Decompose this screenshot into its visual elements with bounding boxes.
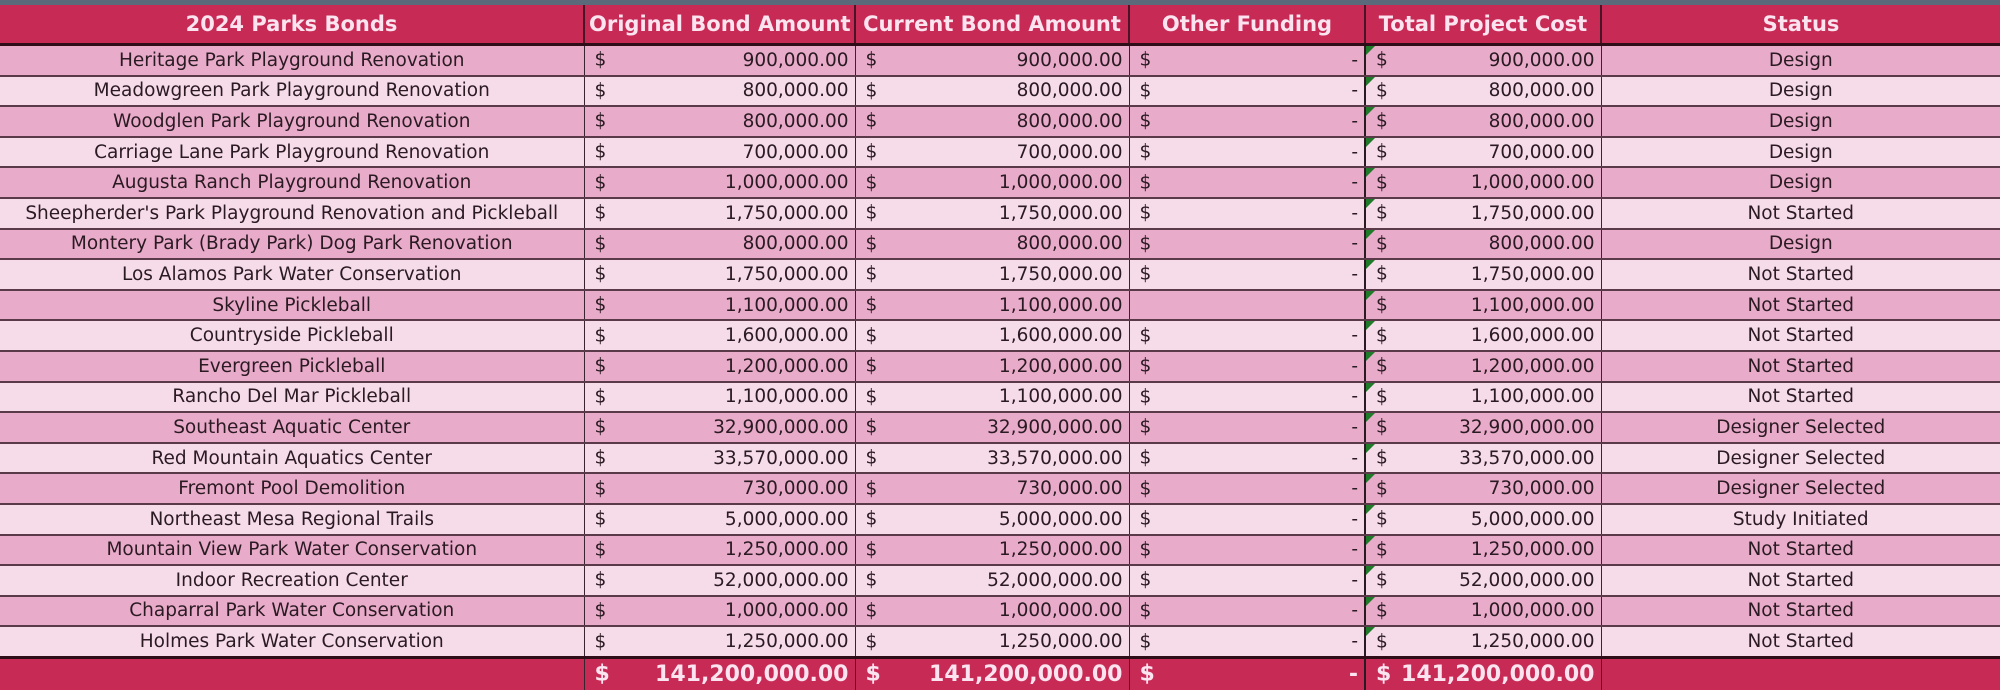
original-bond-cell[interactable]: $ 700,000.00 [584, 137, 855, 168]
header-project-name[interactable]: 2024 Parks Bonds [0, 5, 584, 45]
currency-symbol: $ [1376, 141, 1388, 163]
currency-symbol: $ [1139, 447, 1152, 469]
current-bond-cell[interactable]: $ 800,000.00 [855, 229, 1129, 260]
currency-symbol: $ [1139, 416, 1152, 438]
current-bond-cell[interactable]: $ 700,000.00 [855, 137, 1129, 168]
total-cost-cell[interactable]: $ 800,000.00 [1365, 106, 1601, 137]
currency-symbol: $ [594, 539, 607, 561]
other-funding-cell[interactable]: $ - [1129, 596, 1365, 627]
currency-symbol: $ [1376, 294, 1388, 316]
total-cost-cell[interactable]: $ 52,000,000.00 [1365, 565, 1601, 596]
currency-symbol: $ [865, 569, 878, 591]
currency-symbol: $ [594, 80, 607, 102]
currency-symbol: $ [594, 172, 607, 194]
total-cost-cell[interactable]: $ 730,000.00 [1365, 473, 1601, 504]
currency-symbol: $ [865, 263, 878, 285]
currency-symbol: $ [594, 325, 607, 347]
current-bond-cell[interactable]: $ 900,000.00 [855, 45, 1129, 76]
totals-current-cell[interactable]: $ 141,200,000.00 [855, 657, 1129, 690]
currency-symbol: $ [594, 355, 607, 377]
currency-symbol: $ [865, 508, 878, 530]
table-row [0, 565, 2000, 596]
current-bond-cell[interactable]: $ 1,750,000.00 [855, 259, 1129, 290]
currency-symbol: $ [1376, 386, 1388, 408]
currency-symbol: $ [1376, 355, 1388, 377]
other-funding-cell[interactable]: $ - [1129, 229, 1365, 260]
currency-symbol: $ [594, 661, 610, 687]
currency-symbol: $ [1376, 110, 1388, 132]
project-name-cell[interactable]: Rancho Del Mar Pickleball [0, 382, 584, 413]
currency-symbol: $ [1376, 539, 1388, 561]
project-name-cell[interactable]: Sheepherder's Park Playground Renovation and Pickleball [0, 198, 584, 229]
totals-total-cell[interactable]: $ 141,200,000.00 [1365, 657, 1601, 690]
current-bond-cell[interactable]: $ 1,250,000.00 [855, 535, 1129, 566]
other-funding-cell[interactable]: $ - [1129, 382, 1365, 413]
total-cost-cell[interactable]: $ 1,750,000.00 [1365, 198, 1601, 229]
currency-symbol: $ [1139, 263, 1152, 285]
total-cost-cell[interactable]: $ 1,250,000.00 [1365, 626, 1601, 657]
project-name-cell[interactable]: Countryside Pickleball [0, 320, 584, 351]
currency-symbol: $ [1139, 80, 1152, 102]
currency-symbol: $ [865, 600, 878, 622]
table-row [0, 382, 2000, 413]
currency-symbol: $ [1139, 508, 1152, 530]
project-name-cell[interactable]: Skyline Pickleball [0, 290, 584, 321]
original-bond-cell[interactable]: $ 1,100,000.00 [584, 382, 855, 413]
currency-symbol: $ [865, 631, 878, 653]
current-bond-cell[interactable]: $ 5,000,000.00 [855, 504, 1129, 535]
current-bond-cell[interactable]: $ 730,000.00 [855, 473, 1129, 504]
currency-symbol: $ [1376, 631, 1388, 653]
project-name-cell[interactable]: Indoor Recreation Center [0, 565, 584, 596]
project-name-cell[interactable]: Evergreen Pickleball [0, 351, 584, 382]
currency-symbol: $ [1376, 416, 1388, 438]
status-cell[interactable]: Not Started [1601, 565, 2000, 596]
table-row [0, 320, 2000, 351]
current-bond-cell[interactable]: $ 1,100,000.00 [855, 382, 1129, 413]
total-cost-cell[interactable]: $ 1,100,000.00 [1365, 382, 1601, 413]
project-name-cell[interactable]: Montery Park (Brady Park) Dog Park Renovation [0, 229, 584, 260]
status-cell[interactable]: Design [1601, 137, 2000, 168]
other-funding-cell[interactable]: $ - [1129, 320, 1365, 351]
status-cell[interactable]: Design [1601, 167, 2000, 198]
currency-symbol: $ [865, 539, 878, 561]
original-bond-cell[interactable]: $ 800,000.00 [584, 229, 855, 260]
original-bond-cell[interactable]: $ 800,000.00 [584, 106, 855, 137]
current-bond-cell[interactable]: $ 1,600,000.00 [855, 320, 1129, 351]
currency-symbol: $ [865, 233, 878, 255]
totals-status-cell[interactable] [1601, 657, 2000, 690]
status-cell[interactable]: Study Initiated [1601, 504, 2000, 535]
original-bond-cell[interactable]: $ 730,000.00 [584, 473, 855, 504]
header-row [0, 5, 2000, 45]
project-name-cell[interactable]: Carriage Lane Park Playground Renovation [0, 137, 584, 168]
currency-symbol: $ [1139, 478, 1152, 500]
original-bond-cell[interactable]: $ 1,250,000.00 [584, 626, 855, 657]
currency-symbol: $ [865, 110, 878, 132]
other-funding-cell[interactable]: $ - [1129, 259, 1365, 290]
currency-symbol: $ [594, 110, 607, 132]
currency-symbol: $ [1139, 539, 1152, 561]
currency-symbol: $ [865, 141, 878, 163]
status-cell[interactable]: Not Started [1601, 382, 2000, 413]
table-row [0, 229, 2000, 260]
currency-symbol: $ [1139, 49, 1152, 71]
other-funding-cell[interactable]: $ - [1129, 443, 1365, 474]
current-bond-cell[interactable]: $ 1,000,000.00 [855, 596, 1129, 627]
total-cost-cell[interactable]: $ 1,000,000.00 [1365, 167, 1601, 198]
table-row [0, 167, 2000, 198]
currency-symbol: $ [1139, 233, 1152, 255]
project-name-cell[interactable]: Mountain View Park Water Conservation [0, 535, 584, 566]
total-cost-cell[interactable]: $ 1,200,000.00 [1365, 351, 1601, 382]
other-funding-cell[interactable]: $ - [1129, 535, 1365, 566]
project-name-cell[interactable]: Holmes Park Water Conservation [0, 626, 584, 657]
status-cell[interactable]: Not Started [1601, 535, 2000, 566]
status-cell[interactable]: Not Started [1601, 320, 2000, 351]
table-row [0, 351, 2000, 382]
currency-symbol: $ [1139, 325, 1152, 347]
table-row [0, 596, 2000, 627]
currency-symbol: $ [1139, 386, 1152, 408]
total-cost-cell[interactable]: $ 5,000,000.00 [1365, 504, 1601, 535]
project-name-cell[interactable]: Northeast Mesa Regional Trails [0, 504, 584, 535]
currency-symbol: $ [1139, 202, 1152, 224]
status-cell[interactable]: Not Started [1601, 198, 2000, 229]
status-cell[interactable]: Not Started [1601, 259, 2000, 290]
currency-symbol: $ [1376, 172, 1388, 194]
other-funding-cell[interactable]: $ - [1129, 504, 1365, 535]
currency-symbol: $ [865, 478, 878, 500]
project-name-cell[interactable]: Chaparral Park Water Conservation [0, 596, 584, 627]
currency-symbol: $ [1139, 141, 1152, 163]
project-name-cell[interactable]: Southeast Aquatic Center [0, 412, 584, 443]
table-row [0, 259, 2000, 290]
current-bond-cell[interactable]: $ 1,250,000.00 [855, 626, 1129, 657]
currency-symbol: $ [865, 80, 878, 102]
totals-original-cell[interactable]: $ 141,200,000.00 [584, 657, 855, 690]
currency-symbol: $ [1376, 263, 1388, 285]
currency-symbol: $ [1139, 600, 1152, 622]
currency-symbol: $ [594, 263, 607, 285]
currency-symbol: $ [1376, 447, 1388, 469]
other-funding-cell[interactable]: $ - [1129, 198, 1365, 229]
currency-symbol: $ [865, 172, 878, 194]
total-cost-cell[interactable]: $ 32,900,000.00 [1365, 412, 1601, 443]
original-bond-cell[interactable]: $ 1,600,000.00 [584, 320, 855, 351]
table-row [0, 443, 2000, 474]
status-cell[interactable]: Not Started [1601, 351, 2000, 382]
totals-row [0, 657, 2000, 690]
original-bond-cell[interactable]: $ 900,000.00 [584, 45, 855, 76]
status-cell[interactable]: Designer Selected [1601, 412, 2000, 443]
project-name-cell[interactable]: Woodglen Park Playground Renovation [0, 106, 584, 137]
current-bond-cell[interactable]: $ 1,200,000.00 [855, 351, 1129, 382]
currency-symbol: $ [594, 416, 607, 438]
currency-symbol: $ [1376, 600, 1388, 622]
total-cost-cell[interactable]: $ 800,000.00 [1365, 76, 1601, 107]
total-cost-cell[interactable]: $ 1,750,000.00 [1365, 259, 1601, 290]
currency-symbol: $ [594, 631, 607, 653]
original-bond-cell[interactable]: $ 1,250,000.00 [584, 535, 855, 566]
totals-other-cell[interactable]: $ - [1129, 657, 1365, 690]
status-cell[interactable]: Design [1601, 76, 2000, 107]
project-name-cell[interactable]: Los Alamos Park Water Conservation [0, 259, 584, 290]
currency-symbol: $ [1139, 355, 1152, 377]
currency-symbol: $ [865, 386, 878, 408]
currency-symbol: $ [865, 416, 878, 438]
current-bond-cell[interactable]: $ 1,000,000.00 [855, 167, 1129, 198]
other-funding-cell[interactable]: $ - [1129, 626, 1365, 657]
currency-symbol: $ [594, 49, 607, 71]
currency-symbol: $ [1139, 110, 1152, 132]
other-funding-cell[interactable]: $ - [1129, 473, 1365, 504]
currency-symbol: $ [1139, 661, 1155, 687]
currency-symbol: $ [1376, 661, 1392, 687]
table-row [0, 535, 2000, 566]
currency-symbol: $ [594, 141, 607, 163]
currency-symbol: $ [865, 202, 878, 224]
currency-symbol: $ [594, 202, 607, 224]
original-bond-cell[interactable]: $ 1,000,000.00 [584, 596, 855, 627]
totals-label-cell[interactable] [0, 657, 584, 690]
original-bond-cell[interactable]: $ 1,000,000.00 [584, 167, 855, 198]
currency-symbol: $ [865, 661, 881, 687]
other-funding-cell[interactable]: $ - [1129, 412, 1365, 443]
currency-symbol: $ [1376, 49, 1388, 71]
status-cell[interactable]: Not Started [1601, 626, 2000, 657]
header-total-project-cost[interactable]: Total Project Cost [1365, 5, 1601, 45]
header-current-bond-amount[interactable]: Current Bond Amount [855, 5, 1129, 45]
original-bond-cell[interactable]: $ 5,000,000.00 [584, 504, 855, 535]
total-cost-cell[interactable]: $ 1,100,000.00 [1365, 290, 1601, 321]
status-cell[interactable]: Design [1601, 229, 2000, 260]
currency-symbol: $ [594, 569, 607, 591]
original-bond-cell[interactable]: $ 800,000.00 [584, 76, 855, 107]
status-cell[interactable]: Design [1601, 106, 2000, 137]
currency-symbol: $ [594, 478, 607, 500]
currency-symbol: $ [1376, 508, 1388, 530]
original-bond-cell[interactable]: $ 1,750,000.00 [584, 259, 855, 290]
currency-symbol: $ [865, 355, 878, 377]
table-row [0, 412, 2000, 443]
currency-symbol: $ [1139, 172, 1152, 194]
other-funding-cell[interactable]: $ - [1129, 45, 1365, 76]
project-name-cell[interactable]: Fremont Pool Demolition [0, 473, 584, 504]
current-bond-cell[interactable]: $ 800,000.00 [855, 106, 1129, 137]
status-cell[interactable]: Design [1601, 45, 2000, 76]
currency-symbol: $ [594, 508, 607, 530]
table-row [0, 473, 2000, 504]
currency-symbol: $ [1376, 325, 1388, 347]
table-row [0, 504, 2000, 535]
table-row [0, 137, 2000, 168]
other-funding-cell[interactable] [1129, 290, 1365, 321]
project-name-cell[interactable]: Meadowgreen Park Playground Renovation [0, 76, 584, 107]
currency-symbol: $ [1376, 233, 1388, 255]
current-bond-cell[interactable]: $ 800,000.00 [855, 76, 1129, 107]
current-bond-cell[interactable]: $ 32,900,000.00 [855, 412, 1129, 443]
total-cost-cell[interactable]: $ 900,000.00 [1365, 45, 1601, 76]
project-name-cell[interactable]: Heritage Park Playground Renovation [0, 45, 584, 76]
header-other-funding[interactable]: Other Funding [1129, 5, 1365, 45]
table-row [0, 76, 2000, 107]
currency-symbol: $ [594, 386, 607, 408]
currency-symbol: $ [594, 294, 607, 316]
current-bond-cell[interactable]: $ 33,570,000.00 [855, 443, 1129, 474]
original-bond-cell[interactable]: $ 52,000,000.00 [584, 565, 855, 596]
currency-symbol: $ [1376, 202, 1388, 224]
original-bond-cell[interactable]: $ 33,570,000.00 [584, 443, 855, 474]
original-bond-cell[interactable]: $ 1,750,000.00 [584, 198, 855, 229]
status-cell[interactable]: Not Started [1601, 596, 2000, 627]
other-funding-cell[interactable]: $ - [1129, 76, 1365, 107]
table-row [0, 290, 2000, 321]
currency-symbol: $ [865, 49, 878, 71]
parks-bonds-table [0, 5, 2000, 690]
original-bond-cell[interactable]: $ 1,100,000.00 [584, 290, 855, 321]
currency-symbol: $ [1139, 631, 1152, 653]
other-funding-cell[interactable]: $ - [1129, 167, 1365, 198]
project-name-cell[interactable]: Augusta Ranch Playground Renovation [0, 167, 584, 198]
project-name-cell[interactable]: Red Mountain Aquatics Center [0, 443, 584, 474]
currency-symbol: $ [1139, 569, 1152, 591]
original-bond-cell[interactable]: $ 1,200,000.00 [584, 351, 855, 382]
table-row [0, 198, 2000, 229]
status-cell[interactable]: Designer Selected [1601, 443, 2000, 474]
total-cost-cell[interactable]: $ 1,250,000.00 [1365, 535, 1601, 566]
currency-symbol: $ [1376, 478, 1388, 500]
total-cost-cell[interactable]: $ 1,600,000.00 [1365, 320, 1601, 351]
current-bond-cell[interactable]: $ 1,100,000.00 [855, 290, 1129, 321]
original-bond-cell[interactable]: $ 32,900,000.00 [584, 412, 855, 443]
currency-symbol: $ [1376, 569, 1388, 591]
currency-symbol: $ [865, 325, 878, 347]
status-cell[interactable]: Not Started [1601, 290, 2000, 321]
header-status[interactable]: Status [1601, 5, 2000, 45]
table-row [0, 106, 2000, 137]
table-row [0, 626, 2000, 657]
currency-symbol: $ [1376, 80, 1388, 102]
header-original-bond-amount[interactable]: Original Bond Amount [584, 5, 855, 45]
other-funding-cell[interactable]: $ - [1129, 565, 1365, 596]
status-cell[interactable]: Designer Selected [1601, 473, 2000, 504]
total-cost-cell[interactable]: $ 1,000,000.00 [1365, 596, 1601, 627]
currency-symbol: $ [594, 447, 607, 469]
other-funding-cell[interactable]: $ - [1129, 137, 1365, 168]
currency-symbol: $ [865, 294, 878, 316]
total-cost-cell[interactable]: $ 700,000.00 [1365, 137, 1601, 168]
total-cost-cell[interactable]: $ 33,570,000.00 [1365, 443, 1601, 474]
currency-symbol: $ [594, 233, 607, 255]
table-row [0, 45, 2000, 76]
other-funding-cell[interactable]: $ - [1129, 351, 1365, 382]
other-funding-cell[interactable]: $ - [1129, 106, 1365, 137]
currency-symbol: $ [594, 600, 607, 622]
currency-symbol: $ [865, 447, 878, 469]
total-cost-cell[interactable]: $ 800,000.00 [1365, 229, 1601, 260]
current-bond-cell[interactable]: $ 52,000,000.00 [855, 565, 1129, 596]
current-bond-cell[interactable]: $ 1,750,000.00 [855, 198, 1129, 229]
